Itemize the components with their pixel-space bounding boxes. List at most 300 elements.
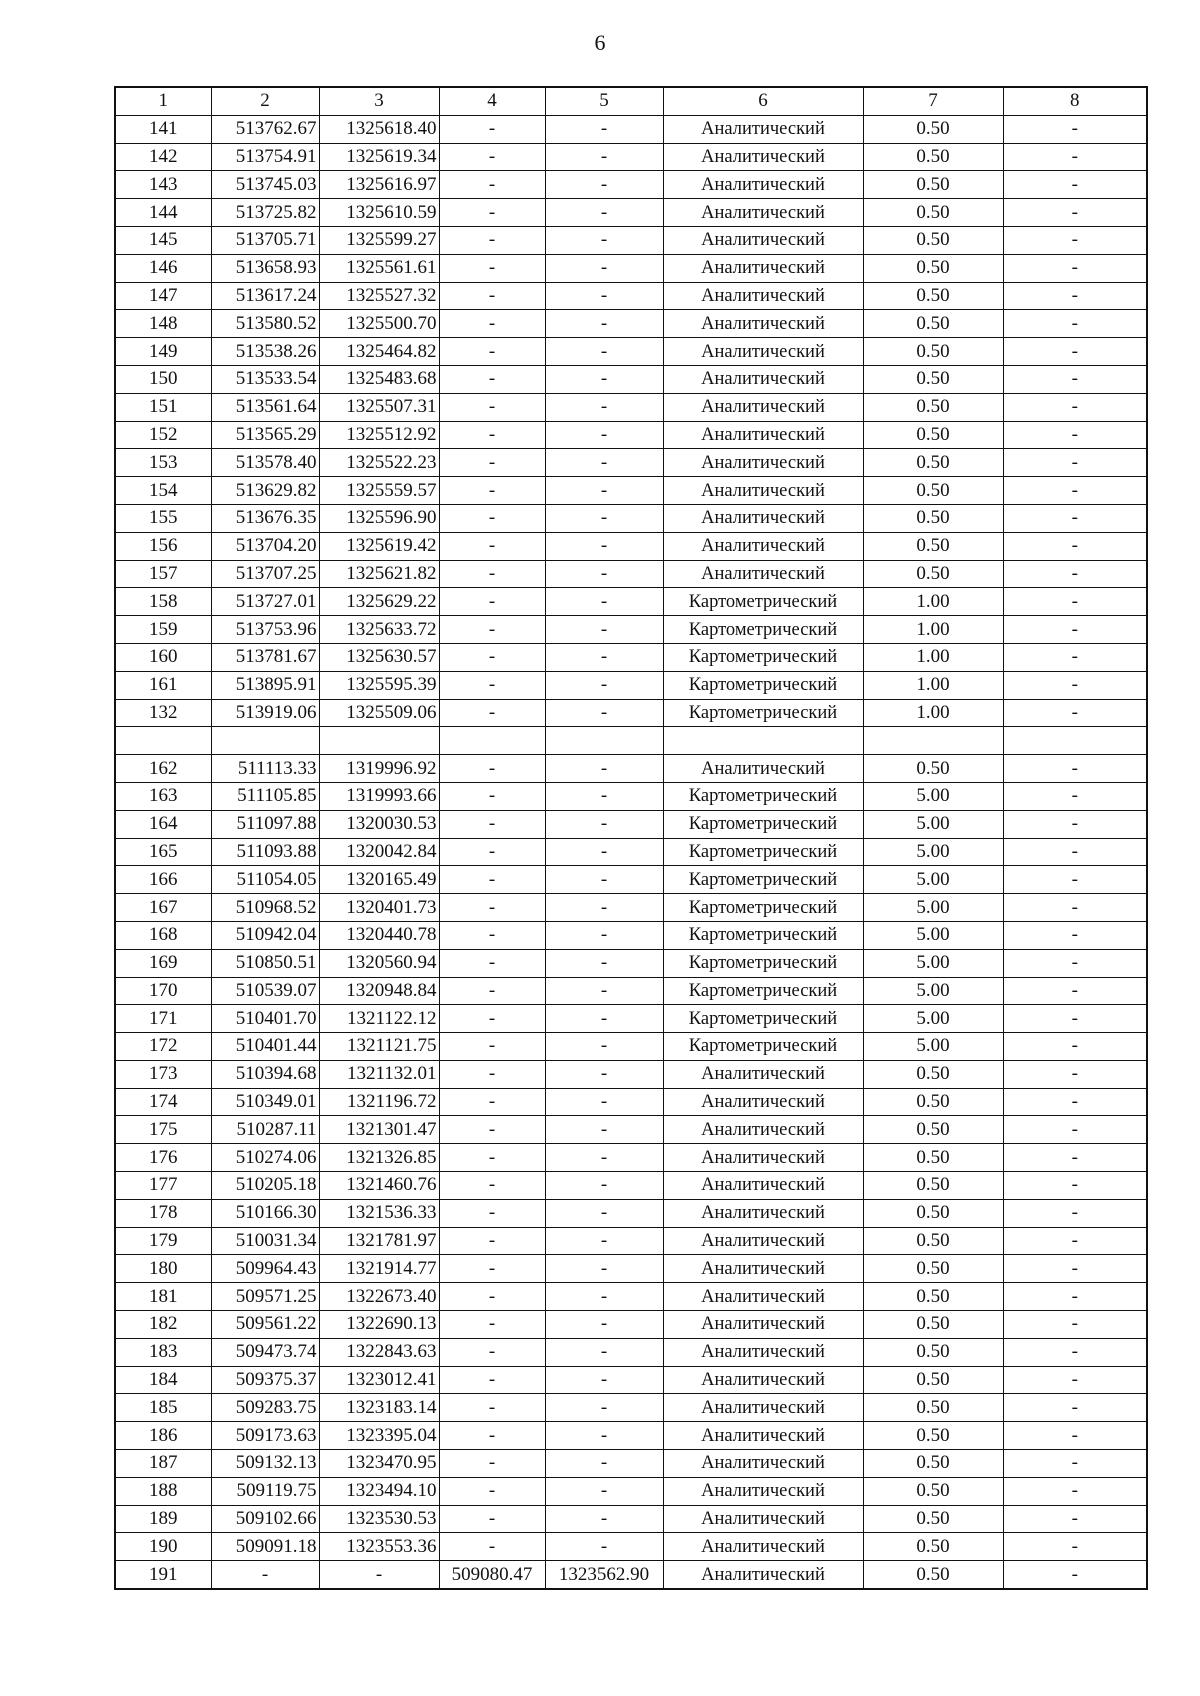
table-cell-col-6: Аналитический	[663, 1255, 863, 1283]
table-cell-col-2: 513580.52	[211, 310, 319, 338]
table-cell-col-8: -	[1003, 616, 1147, 644]
table-cell-col-1: 147	[115, 282, 211, 310]
table-cell-col-3: 1325618.40	[319, 115, 439, 143]
table-cell-col-1: 155	[115, 504, 211, 532]
table-cell-col-2: 511093.88	[211, 838, 319, 866]
table-cell-col-4: -	[439, 977, 545, 1005]
table-cell-col-5: -	[545, 199, 663, 227]
table-cell-col-3: 1320560.94	[319, 949, 439, 977]
table-cell-col-6: Аналитический	[663, 449, 863, 477]
table-cell-col-3: 1321781.97	[319, 1227, 439, 1255]
table-cell-col-7: 0.50	[863, 115, 1003, 143]
page-number: 6	[594, 30, 606, 55]
table-cell-col-7: 0.50	[863, 755, 1003, 783]
table-cell-col-3: 1320165.49	[319, 866, 439, 894]
table-row	[115, 1311, 1147, 1339]
table-cell-col-8: -	[1003, 421, 1147, 449]
table-cell-col-4: -	[439, 115, 545, 143]
table-cell-col-6: Аналитический	[663, 143, 863, 171]
table-cell-col-2: 513754.91	[211, 143, 319, 171]
table-cell-col-1: 161	[115, 671, 211, 699]
table-cell-col-6: Аналитический	[663, 1477, 863, 1505]
table-cell-col-8: -	[1003, 199, 1147, 227]
table-cell-col-4: -	[439, 921, 545, 949]
table-cell-col-8: -	[1003, 671, 1147, 699]
table-row	[115, 171, 1147, 199]
table-cell-col-4: -	[439, 782, 545, 810]
table-cell-col-4: -	[439, 449, 545, 477]
table-cell-col-6: Аналитический	[663, 1505, 863, 1533]
table-row	[115, 838, 1147, 866]
table-cell-col-6: Аналитический	[663, 226, 863, 254]
column-header-3: 3	[319, 87, 439, 115]
table-cell-col-6: Аналитический	[663, 755, 863, 783]
table-cell-col-8: -	[1003, 1116, 1147, 1144]
table-cell-col-2: 513578.40	[211, 449, 319, 477]
table-cell-col-1: 164	[115, 810, 211, 838]
table-cell-col-3: 1325483.68	[319, 365, 439, 393]
table-cell-col-5: -	[545, 449, 663, 477]
table-cell-col-7: 0.50	[863, 449, 1003, 477]
table-cell-col-3: 1319996.92	[319, 755, 439, 783]
table-cell-col-5: -	[545, 1227, 663, 1255]
table-cell-col-5	[545, 727, 663, 755]
table-cell-col-7: 0.50	[863, 504, 1003, 532]
table-cell-col-6: Аналитический	[663, 1060, 863, 1088]
table-cell-col-2: 510968.52	[211, 894, 319, 922]
table-cell-col-6: Аналитический	[663, 393, 863, 421]
table-cell-col-1: 172	[115, 1033, 211, 1061]
table-cell-col-4: -	[439, 1394, 545, 1422]
table-cell-col-4: -	[439, 838, 545, 866]
table-cell-col-4: -	[439, 643, 545, 671]
table-cell-col-2: 513919.06	[211, 699, 319, 727]
table-cell-col-2: 511054.05	[211, 866, 319, 894]
table-cell-col-8: -	[1003, 282, 1147, 310]
table-cell-col-4: -	[439, 1311, 545, 1339]
table-cell-col-8: -	[1003, 477, 1147, 505]
table-cell-col-4: -	[439, 477, 545, 505]
table-row	[115, 921, 1147, 949]
table-cell-col-7: 0.50	[863, 171, 1003, 199]
table-row	[115, 1005, 1147, 1033]
table-cell-col-8: -	[1003, 143, 1147, 171]
table-cell-col-8: -	[1003, 755, 1147, 783]
table-cell-col-6: Аналитический	[663, 1311, 863, 1339]
table-cell-col-7: 0.50	[863, 1422, 1003, 1450]
table-cell-col-1: 178	[115, 1199, 211, 1227]
table-cell-col-2: 510539.07	[211, 977, 319, 1005]
table-cell-col-6: Картометрический	[663, 838, 863, 866]
table-cell-col-4	[439, 727, 545, 755]
table-cell-col-1: 141	[115, 115, 211, 143]
table-cell-col-2: 510349.01	[211, 1088, 319, 1116]
table-cell-col-3: 1325522.23	[319, 449, 439, 477]
table-cell-col-6: Картометрический	[663, 782, 863, 810]
table-cell-col-7: 0.50	[863, 1088, 1003, 1116]
table-cell-col-3: 1325610.59	[319, 199, 439, 227]
table-cell-col-3: 1320030.53	[319, 810, 439, 838]
table-cell-col-3: 1325512.92	[319, 421, 439, 449]
table-cell-col-1: 176	[115, 1144, 211, 1172]
table-cell-col-5: -	[545, 143, 663, 171]
column-header-5: 5	[545, 87, 663, 115]
table-cell-col-8: -	[1003, 1394, 1147, 1422]
table-cell-col-6: Картометрический	[663, 894, 863, 922]
table-cell-col-6: Аналитический	[663, 199, 863, 227]
table-cell-col-7: 1.00	[863, 588, 1003, 616]
table-cell-col-5: -	[545, 699, 663, 727]
table-cell-col-2: 513617.24	[211, 282, 319, 310]
table-cell-col-8: -	[1003, 699, 1147, 727]
table-cell-col-7: 5.00	[863, 866, 1003, 894]
table-cell-col-5: -	[545, 226, 663, 254]
table-cell-col-1: 186	[115, 1422, 211, 1450]
table-cell-col-8: -	[1003, 1338, 1147, 1366]
table-cell-col-1: 180	[115, 1255, 211, 1283]
table-cell-col-3: 1325595.39	[319, 671, 439, 699]
table-row	[115, 1227, 1147, 1255]
table-row	[115, 810, 1147, 838]
column-header-2: 2	[211, 87, 319, 115]
table-cell-col-5: -	[545, 643, 663, 671]
table-cell-col-3: 1321326.85	[319, 1144, 439, 1172]
table-row	[115, 1144, 1147, 1172]
table-cell-col-6: Картометрический	[663, 643, 863, 671]
table-cell-col-2: 510205.18	[211, 1172, 319, 1200]
table-cell-col-7: 0.50	[863, 1172, 1003, 1200]
table-cell-col-7: 0.50	[863, 1394, 1003, 1422]
table-cell-col-7: 0.50	[863, 393, 1003, 421]
table-cell-col-4: -	[439, 1088, 545, 1116]
table-cell-col-3: 1321121.75	[319, 1033, 439, 1061]
table-cell-col-7: 0.50	[863, 1227, 1003, 1255]
table-cell-col-3: 1325561.61	[319, 254, 439, 282]
table-cell-col-1: 191	[115, 1561, 211, 1589]
table-cell-col-2: 513745.03	[211, 171, 319, 199]
table-cell-col-6: Аналитический	[663, 421, 863, 449]
table-cell-col-8: -	[1003, 894, 1147, 922]
table-cell-col-5: -	[545, 588, 663, 616]
table-row	[115, 1116, 1147, 1144]
table-cell-col-3: 1323470.95	[319, 1450, 439, 1478]
table-row	[115, 949, 1147, 977]
table-cell-col-8: -	[1003, 226, 1147, 254]
table-cell-col-7: 0.50	[863, 199, 1003, 227]
table-cell-col-7: 0.50	[863, 1283, 1003, 1311]
table-cell-col-3: 1323494.10	[319, 1477, 439, 1505]
table-cell-col-5: -	[545, 171, 663, 199]
table-row	[115, 477, 1147, 505]
table-cell-col-8: -	[1003, 782, 1147, 810]
table-cell-col-4: -	[439, 1283, 545, 1311]
table-cell-col-8: -	[1003, 1366, 1147, 1394]
table-cell-col-5: -	[545, 1172, 663, 1200]
table-cell-col-8: -	[1003, 1005, 1147, 1033]
table-cell-col-4: -	[439, 949, 545, 977]
table-cell-col-2: 509173.63	[211, 1422, 319, 1450]
table-cell-col-3: 1325619.42	[319, 532, 439, 560]
table-cell-col-3: 1321301.47	[319, 1116, 439, 1144]
table-cell-col-3: 1321122.12	[319, 1005, 439, 1033]
table-cell-col-5: -	[545, 1060, 663, 1088]
table-row	[115, 1561, 1147, 1589]
table-cell-col-4: -	[439, 1422, 545, 1450]
table-cell-col-7	[863, 727, 1003, 755]
table-cell-col-7: 1.00	[863, 671, 1003, 699]
table-cell-col-7: 5.00	[863, 1005, 1003, 1033]
table-cell-col-3: -	[319, 1561, 439, 1589]
table-cell-col-6: Аналитический	[663, 338, 863, 366]
table-cell-col-2: 510401.44	[211, 1033, 319, 1061]
table-cell-col-4: -	[439, 338, 545, 366]
table-cell-col-7: 0.50	[863, 1144, 1003, 1172]
table-cell-col-4: -	[439, 1005, 545, 1033]
table-cell-col-8: -	[1003, 643, 1147, 671]
table-cell-col-5: -	[545, 616, 663, 644]
table-cell-col-6: Аналитический	[663, 310, 863, 338]
column-header-1: 1	[115, 87, 211, 115]
table-row	[115, 338, 1147, 366]
table-cell-col-8: -	[1003, 977, 1147, 1005]
table-cell-col-8: -	[1003, 1060, 1147, 1088]
table-cell-col-5: -	[545, 393, 663, 421]
table-cell-col-5: -	[545, 1005, 663, 1033]
header-row	[115, 87, 1147, 115]
table-cell-col-6: Аналитический	[663, 1172, 863, 1200]
table-cell-col-1: 151	[115, 393, 211, 421]
table-cell-col-4: -	[439, 199, 545, 227]
table-cell-col-7: 1.00	[863, 643, 1003, 671]
table-cell-col-8: -	[1003, 1144, 1147, 1172]
table-row	[115, 393, 1147, 421]
table-cell-col-1: 165	[115, 838, 211, 866]
table-cell-col-6: Аналитический	[663, 115, 863, 143]
table-cell-col-1: 177	[115, 1172, 211, 1200]
table-cell-col-7: 5.00	[863, 977, 1003, 1005]
table-row	[115, 1060, 1147, 1088]
table-cell-col-1: 175	[115, 1116, 211, 1144]
table-cell-col-1: 156	[115, 532, 211, 560]
table-cell-col-1: 188	[115, 1477, 211, 1505]
table-cell-col-3: 1320042.84	[319, 838, 439, 866]
table-cell-col-1: 160	[115, 643, 211, 671]
table-cell-col-3: 1325596.90	[319, 504, 439, 532]
table-cell-col-6: Аналитический	[663, 560, 863, 588]
table-cell-col-5: -	[545, 532, 663, 560]
table-row	[115, 254, 1147, 282]
table-cell-col-3: 1325630.57	[319, 643, 439, 671]
table-cell-col-7: 0.50	[863, 1116, 1003, 1144]
table-row	[115, 504, 1147, 532]
table-cell-col-1: 162	[115, 755, 211, 783]
table-cell-col-3: 1325559.57	[319, 477, 439, 505]
table-cell-col-5: -	[545, 1477, 663, 1505]
table-row	[115, 671, 1147, 699]
table-row	[115, 143, 1147, 171]
table-row	[115, 699, 1147, 727]
table-cell-col-6: Аналитический	[663, 365, 863, 393]
table-cell-col-3: 1322673.40	[319, 1283, 439, 1311]
table-cell-col-3: 1325599.27	[319, 226, 439, 254]
table-cell-col-2: 513781.67	[211, 643, 319, 671]
table-cell-col-3: 1325633.72	[319, 616, 439, 644]
table-cell-col-2: 513895.91	[211, 671, 319, 699]
table-cell-col-6: Аналитический	[663, 1366, 863, 1394]
table-cell-col-6: Аналитический	[663, 1394, 863, 1422]
table-cell-col-5: -	[545, 1116, 663, 1144]
table-cell-col-8: -	[1003, 1033, 1147, 1061]
table-cell-col-8: -	[1003, 449, 1147, 477]
table-cell-col-6: Аналитический	[663, 171, 863, 199]
table-cell-col-7: 5.00	[863, 894, 1003, 922]
table-cell-col-1: 144	[115, 199, 211, 227]
table-cell-col-3: 1325507.31	[319, 393, 439, 421]
table-cell-col-4: -	[439, 699, 545, 727]
table-cell-col-2: 511097.88	[211, 810, 319, 838]
table-row	[115, 1199, 1147, 1227]
table-cell-col-1: 132	[115, 699, 211, 727]
table-cell-col-2: 510394.68	[211, 1060, 319, 1088]
table-cell-col-3: 1321914.77	[319, 1255, 439, 1283]
table-cell-col-7: 5.00	[863, 838, 1003, 866]
table-cell-col-5: -	[545, 1338, 663, 1366]
table-cell-col-6: Аналитический	[663, 1338, 863, 1366]
table-cell-col-1: 159	[115, 616, 211, 644]
table-cell-col-8: -	[1003, 1311, 1147, 1339]
table-row	[115, 449, 1147, 477]
table-cell-col-4: -	[439, 755, 545, 783]
table-cell-col-2: 513561.64	[211, 393, 319, 421]
table-cell-col-8: -	[1003, 1283, 1147, 1311]
table-cell-col-6: Аналитический	[663, 1561, 863, 1589]
table-cell-col-1: 170	[115, 977, 211, 1005]
table-cell-col-5: -	[545, 866, 663, 894]
table-cell-col-5: -	[545, 1450, 663, 1478]
table-cell-col-2: 509473.74	[211, 1338, 319, 1366]
table-cell-col-5: -	[545, 365, 663, 393]
table-cell-col-8: -	[1003, 560, 1147, 588]
table-cell-col-8: -	[1003, 310, 1147, 338]
table-cell-col-1: 150	[115, 365, 211, 393]
table-cell-col-1: 168	[115, 921, 211, 949]
table-cell-col-7: 0.50	[863, 477, 1003, 505]
table-cell-col-5: -	[545, 894, 663, 922]
table-cell-col-6: Аналитический	[663, 1227, 863, 1255]
table-cell-col-8: -	[1003, 1505, 1147, 1533]
table-cell-col-2: -	[211, 1561, 319, 1589]
table-cell-col-4: -	[439, 1033, 545, 1061]
table-cell-col-8: -	[1003, 810, 1147, 838]
table-row	[115, 977, 1147, 1005]
table-body	[115, 115, 1147, 1589]
table-cell-col-4: -	[439, 1116, 545, 1144]
table-cell-col-6: Аналитический	[663, 1422, 863, 1450]
table-cell-col-5: -	[545, 504, 663, 532]
table-cell-col-5: -	[545, 838, 663, 866]
table-cell-col-6: Аналитический	[663, 1283, 863, 1311]
table-row	[115, 616, 1147, 644]
table-cell-col-8: -	[1003, 588, 1147, 616]
table-cell-col-7: 0.50	[863, 1477, 1003, 1505]
table-cell-col-2: 510850.51	[211, 949, 319, 977]
table-cell-col-1: 145	[115, 226, 211, 254]
table-cell-col-2: 513538.26	[211, 338, 319, 366]
table-cell-col-6: Картометрический	[663, 866, 863, 894]
table-cell-col-4: -	[439, 282, 545, 310]
table-row	[115, 560, 1147, 588]
table-cell-col-1: 163	[115, 782, 211, 810]
table-row	[115, 1088, 1147, 1116]
table-cell-col-2: 510942.04	[211, 921, 319, 949]
table-row	[115, 1283, 1147, 1311]
table-cell-col-2: 509561.22	[211, 1311, 319, 1339]
table-cell-col-1: 190	[115, 1533, 211, 1561]
table-cell-col-6: Аналитический	[663, 1116, 863, 1144]
table-cell-col-3: 1323553.36	[319, 1533, 439, 1561]
table-cell-col-7: 0.50	[863, 143, 1003, 171]
table-cell-col-2: 513629.82	[211, 477, 319, 505]
table-cell-col-7: 0.50	[863, 1338, 1003, 1366]
table-cell-col-5: -	[545, 1199, 663, 1227]
table-cell-col-8: -	[1003, 532, 1147, 560]
table-row	[115, 1422, 1147, 1450]
table-row	[115, 727, 1147, 755]
table-row	[115, 1366, 1147, 1394]
table-row	[115, 755, 1147, 783]
table-cell-col-3: 1322690.13	[319, 1311, 439, 1339]
table-cell-col-5: -	[545, 977, 663, 1005]
table-cell-col-5: -	[545, 421, 663, 449]
table-cell-col-5: 1323562.90	[545, 1561, 663, 1589]
table-cell-col-7: 0.50	[863, 421, 1003, 449]
table-cell-col-2: 513705.71	[211, 226, 319, 254]
table-row	[115, 532, 1147, 560]
table-cell-col-4: -	[439, 421, 545, 449]
table-cell-col-1: 171	[115, 1005, 211, 1033]
table-cell-col-8: -	[1003, 1172, 1147, 1200]
table-cell-col-5: -	[545, 310, 663, 338]
table-cell-col-6: Картометрический	[663, 1005, 863, 1033]
table-cell-col-6: Картометрический	[663, 616, 863, 644]
table-cell-col-4: -	[439, 143, 545, 171]
table-cell-col-3: 1321460.76	[319, 1172, 439, 1200]
table-cell-col-7: 0.50	[863, 310, 1003, 338]
table-cell-col-2: 511113.33	[211, 755, 319, 783]
table-cell-col-3: 1325629.22	[319, 588, 439, 616]
table-cell-col-2: 509964.43	[211, 1255, 319, 1283]
table-cell-col-2: 511105.85	[211, 782, 319, 810]
table-cell-col-8	[1003, 727, 1147, 755]
table-cell-col-2: 509091.18	[211, 1533, 319, 1561]
table-row	[115, 199, 1147, 227]
table-row	[115, 1255, 1147, 1283]
table-cell-col-5: -	[545, 1033, 663, 1061]
table-row	[115, 421, 1147, 449]
table-cell-col-5: -	[545, 1088, 663, 1116]
table-cell-col-3: 1321536.33	[319, 1199, 439, 1227]
table-cell-col-3: 1319993.66	[319, 782, 439, 810]
table-cell-col-1: 166	[115, 866, 211, 894]
table-cell-col-6: Картометрический	[663, 810, 863, 838]
table-cell-col-2: 513762.67	[211, 115, 319, 143]
table-cell-col-1: 146	[115, 254, 211, 282]
table-cell-col-4: -	[439, 1144, 545, 1172]
table-row	[115, 1505, 1147, 1533]
table-cell-col-2: 513753.96	[211, 616, 319, 644]
table-cell-col-5: -	[545, 1505, 663, 1533]
table-cell-col-4: -	[439, 1366, 545, 1394]
